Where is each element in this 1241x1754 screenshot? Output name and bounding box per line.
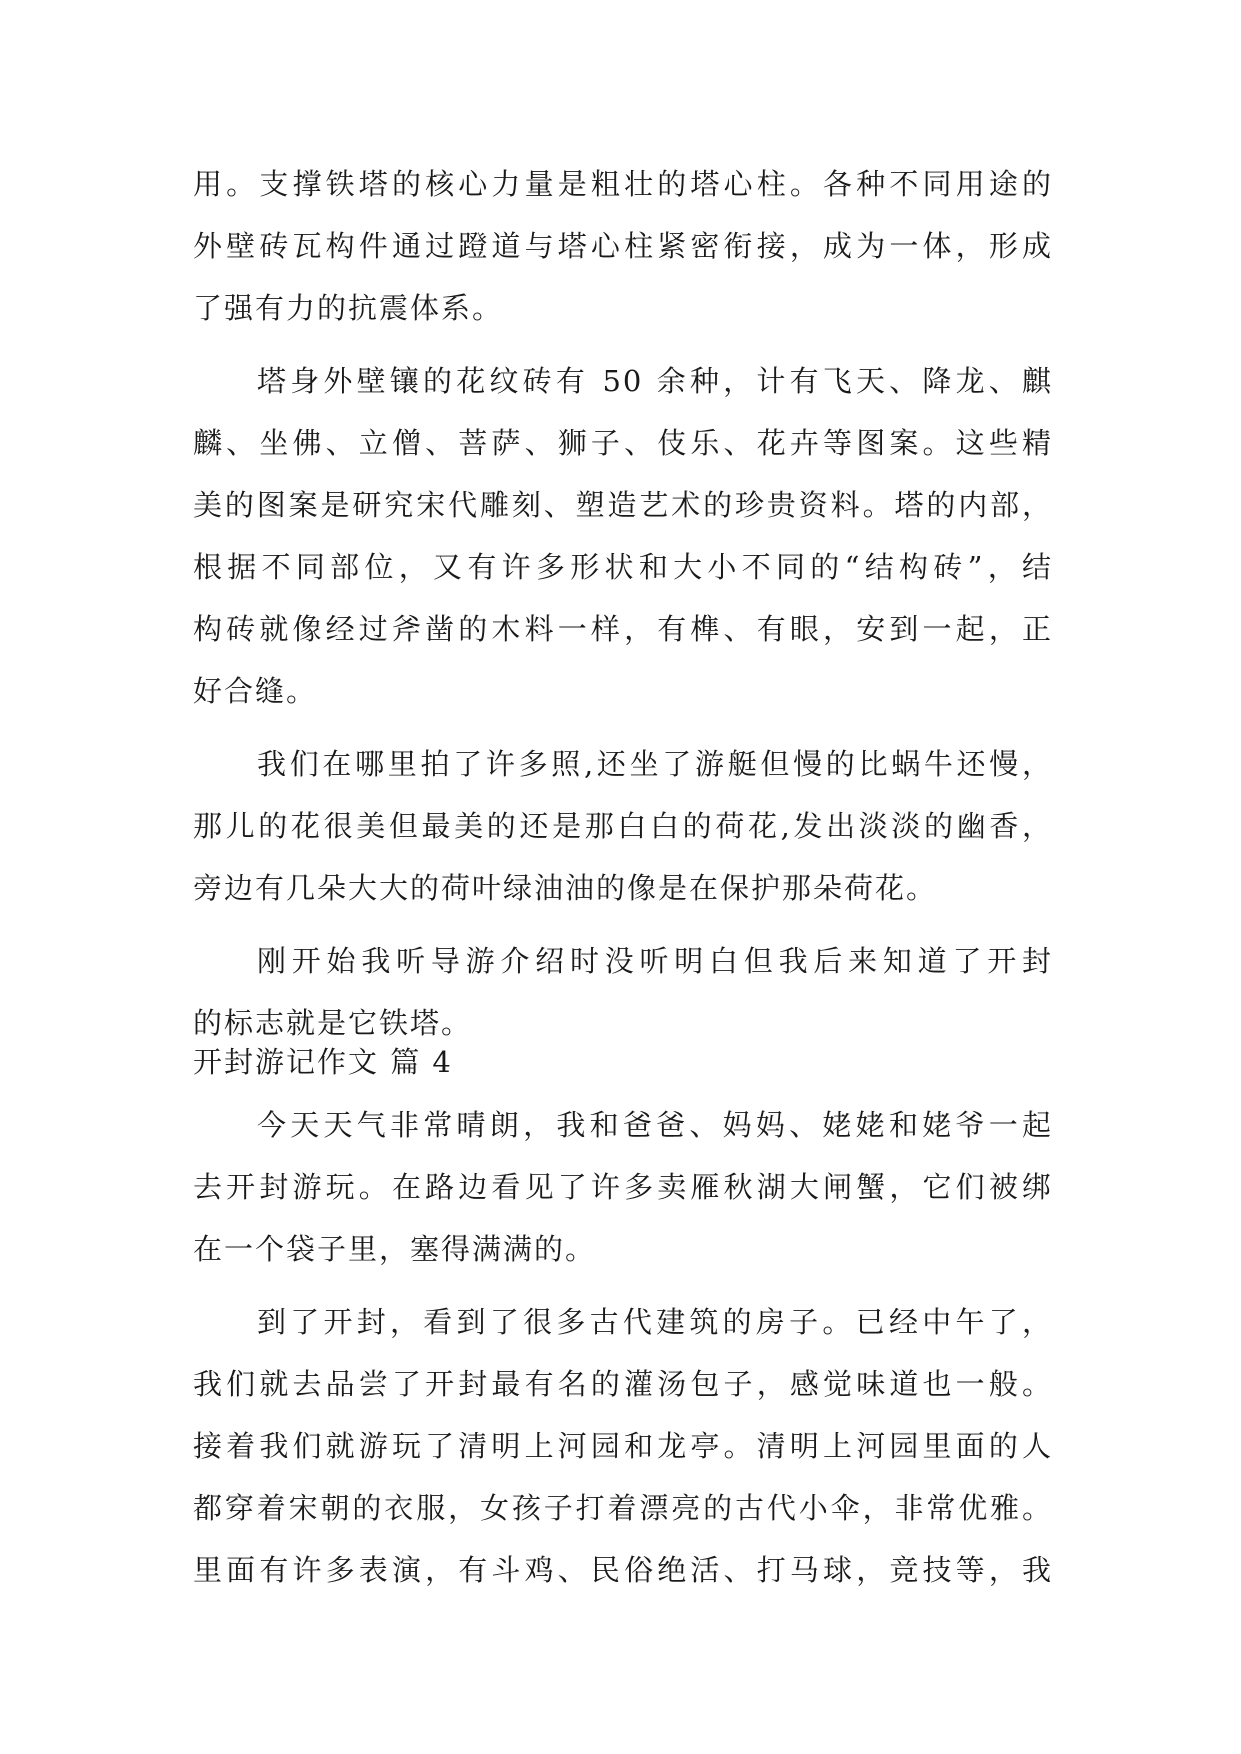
text-line: 我们在哪里拍了许多照,还坐了游艇但慢的比蜗牛还慢， — [257, 747, 1053, 781]
text-line: 外壁砖瓦构件通过蹬道与塔心柱紧密衔接，成为一体，形成 — [193, 229, 1053, 263]
text-line: 好合缝。 — [193, 674, 318, 708]
text-line: 用。支撑铁塔的核心力量是粗壮的塔心柱。各种不同用途的 — [193, 167, 1053, 201]
text-line: 塔身外壁镶的花纹砖有 50 余种，计有飞天、降龙、麒 — [257, 364, 1053, 398]
text-line: 今天天气非常晴朗，我和爸爸、妈妈、姥姥和姥爷一起 — [257, 1108, 1053, 1142]
text-line: 的标志就是它铁塔。 — [193, 1006, 473, 1040]
paragraph — [193, 153, 1053, 339]
text-line: 麟、坐佛、立僧、菩萨、狮子、伎乐、花卉等图案。这些精 — [193, 426, 1053, 460]
text-line: 都穿着宋朝的衣服，女孩子打着漂亮的古代小伞，非常优雅。 — [193, 1491, 1053, 1525]
text-line: 刚开始我听导游介绍时没听明白但我后来知道了开封 — [257, 944, 1053, 978]
paragraph — [193, 1094, 1053, 1280]
text-line: 接着我们就游玩了清明上河园和龙亭。清明上河园里面的人 — [193, 1429, 1053, 1463]
text-line: 到了开封，看到了很多古代建筑的房子。已经中午了， — [257, 1305, 1053, 1339]
body-text-bottom — [193, 1094, 1053, 1601]
paragraph — [193, 350, 1053, 722]
text-line: 我们就去品尝了开封最有名的灌汤包子，感觉味道也一般。 — [193, 1367, 1053, 1401]
section-heading: 开封游记作文 篇 4 — [193, 1045, 453, 1079]
text-line: 在一个袋子里，塞得满满的。 — [193, 1232, 597, 1266]
text-line: 去开封游玩。在路边看见了许多卖雁秋湖大闸蟹，它们被绑 — [193, 1170, 1053, 1204]
paragraph — [193, 1291, 1053, 1601]
body-text-top — [193, 153, 1053, 1054]
text-line: 美的图案是研究宋代雕刻、塑造艺术的珍贵资料。塔的内部， — [193, 488, 1053, 522]
text-line: 旁边有几朵大大的荷叶绿油油的像是在保护那朵荷花。 — [193, 871, 938, 905]
text-line: 了强有力的抗震体系。 — [193, 291, 504, 325]
paragraph — [193, 733, 1053, 919]
text-line: 里面有许多表演，有斗鸡、民俗绝活、打马球，竞技等，我 — [193, 1553, 1053, 1587]
text-line: 构砖就像经过斧凿的木料一样，有榫、有眼，安到一起，正 — [193, 612, 1053, 646]
text-line: 那儿的花很美但最美的还是那白白的荷花,发出淡淡的幽香， — [193, 809, 1053, 843]
text-line: 根据不同部位，又有许多形状和大小不同的“结构砖”，结 — [193, 550, 1053, 584]
